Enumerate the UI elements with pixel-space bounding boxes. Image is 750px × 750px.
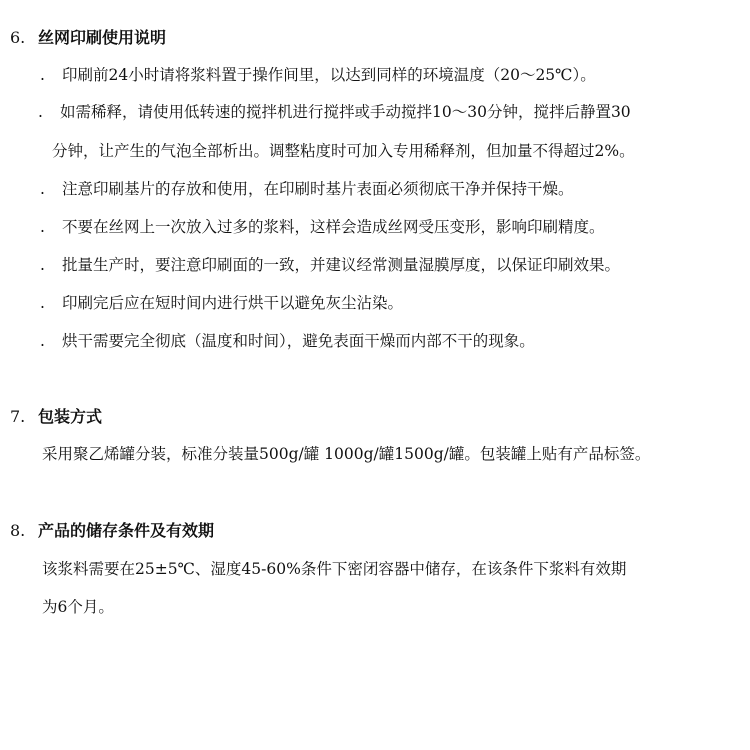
bullet-dot: . xyxy=(40,332,45,350)
paragraph-text: 为6个月。 xyxy=(42,598,114,616)
bullet-dot: . xyxy=(40,256,45,274)
section-title: 产品的储存条件及有效期 xyxy=(38,521,215,540)
bullet-item xyxy=(40,217,605,237)
bullet-item xyxy=(40,293,403,313)
paragraph-text: 采用聚乙烯罐分装，标准分装量500g/罐 1000g/罐1500g/罐。包装罐上贴有产品标签。 xyxy=(42,445,651,463)
paragraph-line xyxy=(42,559,626,579)
section-number: 6. xyxy=(10,28,26,47)
bullet-text: 烘干需要完全彻底（温度和时间），避免表面干燥而内部不干的现象。 xyxy=(62,332,535,350)
section-7-heading xyxy=(10,407,102,427)
bullet-item xyxy=(40,179,574,199)
bullet-continuation xyxy=(52,141,635,161)
bullet-dot: . xyxy=(40,218,45,236)
section-number: 7. xyxy=(10,407,26,426)
bullet-item xyxy=(40,255,620,275)
section-number: 8. xyxy=(10,521,26,540)
section-6-heading xyxy=(10,28,166,48)
paragraph-line xyxy=(42,444,650,464)
bullet-item xyxy=(40,65,596,85)
paragraph-text: 该浆料需要在25±5℃、湿度45-60%条件下密闭容器中储存，在该条件下浆料有效期 xyxy=(42,560,627,578)
bullet-text: 批量生产时，要注意印刷面的一致，并建议经常测量湿膜厚度，以保证印刷效果。 xyxy=(62,256,621,274)
section-title: 丝网印刷使用说明 xyxy=(38,28,167,47)
bullet-item xyxy=(38,102,631,122)
bullet-dot: . xyxy=(38,103,43,121)
bullet-text: 分钟，让产生的气泡全部析出。调整粘度时可加入专用稀释剂，但加量不得超过2%。 xyxy=(52,142,635,160)
bullet-dot: . xyxy=(40,294,45,312)
bullet-item xyxy=(40,331,535,351)
bullet-text: 印刷完后应在短时间内进行烘干以避免灰尘沾染。 xyxy=(62,294,404,312)
bullet-text: 不要在丝网上一次放入过多的浆料，这样会造成丝网受压变形，影响印刷精度。 xyxy=(62,218,605,236)
bullet-dot: . xyxy=(40,66,45,84)
section-title: 包装方式 xyxy=(38,407,103,426)
bullet-text: 印刷前24小时请将浆料置于操作间里，以达到同样的环境温度（20～25℃）。 xyxy=(62,66,596,84)
bullet-text: 注意印刷基片的存放和使用，在印刷时基片表面必须彻底干净并保持干燥。 xyxy=(62,180,574,198)
paragraph-line xyxy=(42,597,114,617)
bullet-text: 如需稀释，请使用低转速的搅拌机进行搅拌或手动搅拌10～30分钟，搅拌后静置30 xyxy=(60,103,631,121)
section-8-heading xyxy=(10,521,214,541)
bullet-dot: . xyxy=(40,180,45,198)
